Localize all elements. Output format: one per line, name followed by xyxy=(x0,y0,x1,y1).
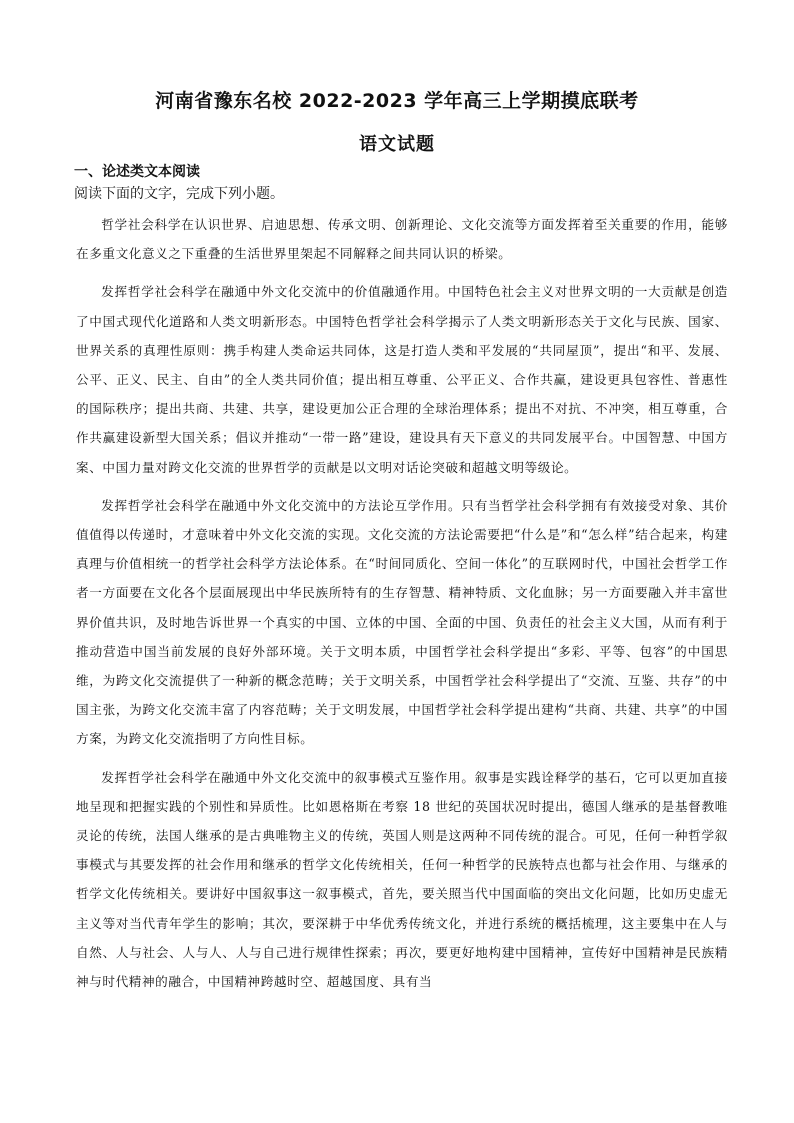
paragraph-4: 发挥哲学社会科学在融通中外文化交流中的叙事模式互鉴作用。叙事是实践诠释学的基石，它可以更加直接地呈现和把握实践的个别性和异质性。比如恩格斯在考察 18 世纪的英国状况时提出，德国人继承的是基督教唯灵论的传统，法国人继承的是古典唯物主义的传统，英国人则是这两种不同传统的混合。可见，任何一种哲学叙事模式与其要发挥的社会作用和继承的哲学文化传统相关，任何一种哲学的民族特点也都与社会作用、与继承的哲学文化传统相关。要讲好中国叙事这一叙事模式，首先，要关照当代中国面临的突出文化问题，比如历史虚无主义等对当代青年学生的影响；其次，要深耕于中华优秀传统文化，并进行系统的概括梳理，这主要集中在人与自然、人与社会、人与人、人与自己进行规律性探索；再次，要更好地构建中国精神，宣传好中国精神是民族精神与时代精神的融合，中国精神跨越时空、超越国度、具有当 xyxy=(76,769,728,990)
paragraph-3: 发挥哲学社会科学在融通中外文化交流中的方法论互学作用。只有当哲学社会科学拥有有效接受对象、其价值值得以传递时，才意味着中外文化交流的实现。文化交流的方法论需要把“什么是”和“怎么样”结合起来，构建真理与价值相统一的哲学社会科学方法论体系。在“时间同质化、空间一体化”的互联网时代，中国社会哲学工作者一方面要在文化各个层面展现出中华民族所特有的生存智慧、精神特质、文化血脉；另一方面要融入并丰富世界价值共识，及时地告诉世界一个真实的中国、立体的中国、全面的中国、负责任的社会主义大国，从而有利于推动营造中国当前发展的良好外部环境。关于文明本质，中国哲学社会科学提出“多彩、平等、包容”的中国思维，为跨文化交流提供了一种新的概念范畴；关于文明关系，中国哲学社会科学提出了“交流、互鉴、共存”的中国主张，为跨文化交流丰富了内容范畴；关于文明发展，中国哲学社会科学提出建构“共商、共建、共享”的中国方案，为跨文化交流指明了方向性目标。 xyxy=(76,497,728,747)
section-heading: 一、论述类文本阅读 xyxy=(74,164,200,180)
paragraph-2: 发挥哲学社会科学在融通中外文化交流中的价值融通作用。中国特色社会主义对世界文明的一大贡献是创造了中国式现代化道路和人类文明新形态。中国特色哲学社会科学揭示了人类文明新形态关于文化与民族、国家、世界关系的真理性原则：携手构建人类命运共同体，这是打造人类和平发展的“共同屋顶”，提出“和平、发展、公平、正义、民主、自由”的全人类共同价值；提出相互尊重、公平正义、合作共赢，建设更具包容性、普惠性的国际秩序；提出共商、共建、共享，建设更加公正合理的全球治理体系；提出不对抗、不冲突，相互尊重，合作共赢建设新型大国关系；倡议并推动“一带一路”建设，建设具有天下意义的共同发展平台。中国智慧、中国方案、中国力量对跨文化交流的世界哲学的贡献是以文明对话论突破和超越文明等级论。 xyxy=(76,284,728,475)
passage-body xyxy=(76,210,728,1005)
document-subtitle: 语文试题 xyxy=(359,134,435,155)
paragraph-1: 哲学社会科学在认识世界、启迪思想、传承文明、创新理论、文化交流等方面发挥着至关重要的作用，能够在多重文化意义之下重叠的生活世界里架起不同解释之间共同认识的桥梁。 xyxy=(76,217,728,262)
reading-instruction: 阅读下面的文字，完成下列小题。 xyxy=(74,186,284,202)
document-title: 河南省豫东名校 2022-2023 学年高三上学期摸底联考 xyxy=(155,90,639,112)
